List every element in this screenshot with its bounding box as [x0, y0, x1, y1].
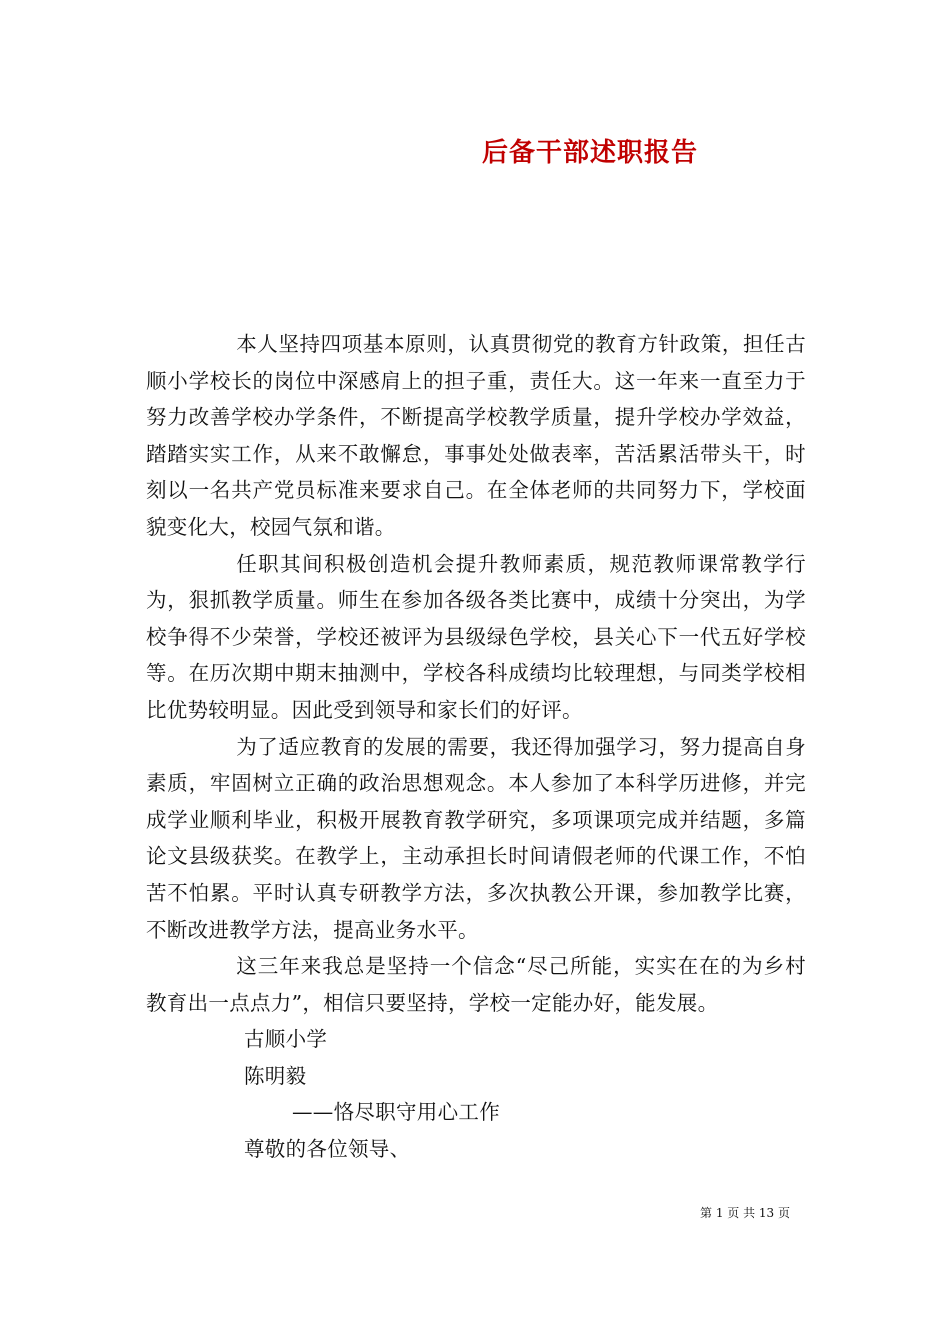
paragraph-4: 这三年来我总是坚持一个信念“尽己所能，实实在在的为乡村教育出一点点力”，相信只要坚持，学校一定能办好，能发展。 [146, 954, 806, 1015]
author-name: 陈明毅 [244, 1063, 307, 1088]
paragraph-2: 任职其间积极创造机会提升教师素质，规范教师课常教学行为，狠抓教学质量。师生在参加各级各类比赛中，成绩十分突出，为学校争得不少荣誉，学校还被评为县级绿色学校，县关心下一代五好学校等。在历次期中期末抽测中，学校各科成绩均比较理想，与同类学校相比优势较明显。因此受到领导和家长们的好评。 [146, 551, 806, 722]
document-body [146, 326, 806, 1168]
paragraph-1: 本人坚持四项基本原则，认真贯彻党的教育方针政策，担任古顺小学校长的岗位中深感肩上的担子重，责任大。这一年来一直至力于努力改善学校办学条件，不断提高学校教学质量，提升学校办学效益，踏踏实实工作，从来不敢懈怠，事事处处做表率，苦活累活带头干，时刻以一名共产党员标准来要求自己。在全体老师的共同努力下，学校面貌变化大，校园气氛和谐。 [146, 332, 806, 539]
document-title: 后备干部述职报告 [481, 138, 698, 168]
page-number: 第 1 页 共 13 页 [700, 1206, 790, 1220]
salutation: 尊敬的各位领导、 [244, 1137, 411, 1162]
paragraph-3: 为了适应教育的发展的需要，我还得加强学习，努力提高自身素质，牢固树立正确的政治思想观念。本人参加了本科学历进修，并完成学业顺利毕业，积极开展教育教学研究，多项课项完成并结题，多篇论文县级获奖。在教学上，主动承担长时间请假老师的代课工作，不怕苦不怕累。平时认真专研教学方法，多次执教公开课，参加教学比赛，不断改进教学方法，提高业务水平。 [146, 734, 806, 942]
motto-line: ——恪尽职守用心工作 [292, 1100, 500, 1125]
school-name: 古顺小学 [244, 1027, 328, 1052]
